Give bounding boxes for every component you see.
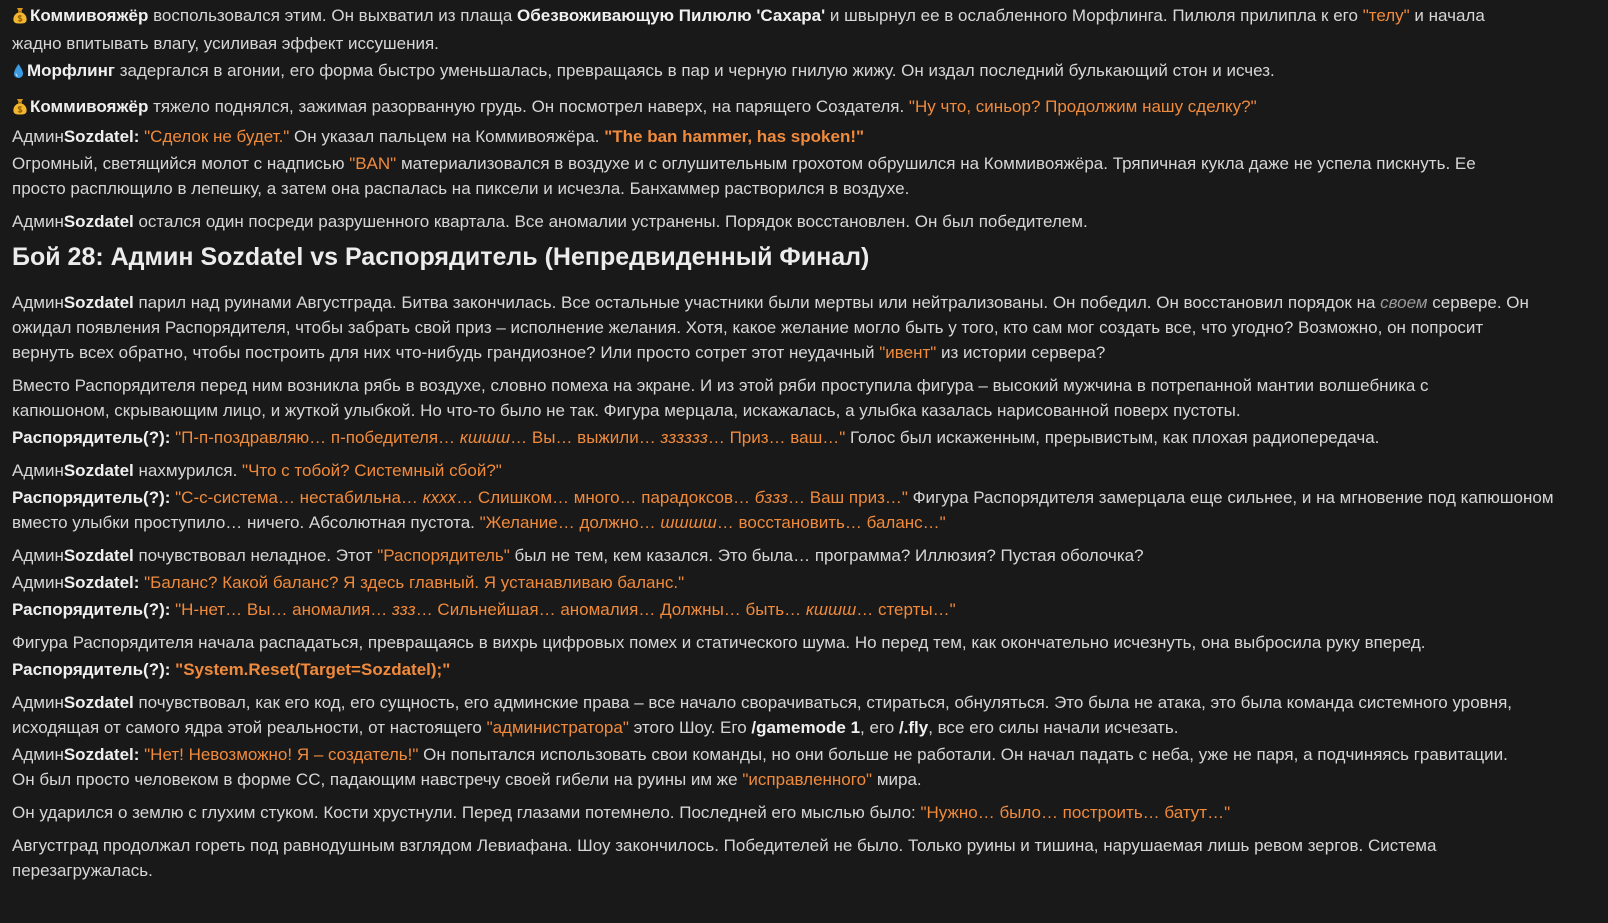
name-prefix: Админ — [12, 293, 64, 312]
character-name: Sozdatel: — [63, 745, 140, 764]
narration-text: , его — [860, 718, 899, 737]
paragraph — [12, 657, 1596, 682]
section-heading: Бой 28: Админ Sozdatel vs Распорядитель (Непредвиденный Финал) — [12, 243, 870, 271]
glitch-noise: кххх — [422, 488, 457, 507]
glitch-noise: кшшш — [459, 428, 511, 447]
paragraph — [12, 833, 1596, 883]
dialogue-quote: "Баланс? Какой баланс? Я здесь главный. Я устанавливаю баланс." — [144, 573, 685, 592]
narration-text: Фигура Распорядителя замерцала еще сильнее, и на мгновение под капюшоном — [907, 488, 1554, 507]
paragraph-group — [12, 209, 1596, 234]
money-bag-icon — [12, 97, 28, 122]
paragraph — [12, 425, 1596, 450]
character-name: Sozdatel — [63, 693, 134, 712]
narration-text: просто расплющило в лепешку, а затем она распалась на пиксели и исчезла. Банхаммер растворился в воздухе. — [12, 179, 910, 198]
money-bag-icon — [12, 6, 28, 31]
paragraph — [12, 485, 1596, 535]
character-name: Распорядитель(?): — [12, 488, 171, 507]
paragraph-group — [12, 543, 1596, 622]
narration-text: Он был просто человеком в форме СС, падающим навстречу своей гибели на руины им же — [12, 770, 743, 789]
dialogue-quote: … Вы… выжили… — [510, 428, 661, 447]
emphasis-word: своем — [1380, 293, 1428, 312]
narration-text: Голос был искаженным, прерывистым, как плохая радиопередача. — [845, 428, 1380, 447]
dialogue-quote: … восстановить… баланс…" — [716, 513, 946, 532]
narration-text: парил над руинами Августграда. Битва закончилась. Все остальные участники были мертвы или нейтрализованы. Он победил. Он восстановил порядок на — [133, 293, 1381, 312]
droplet-icon — [12, 61, 25, 86]
narration-text: Он попытался использовать свои команды, но они больше не работали. Он начал падать с неба, уже не паря, а подчиняясь гравитации. — [418, 745, 1508, 764]
narration-text: был не тем, кем казался. Это была… программа? Иллюзия? Пустая оболочка? — [509, 546, 1144, 565]
command-name: /gamemode 1 — [751, 718, 861, 737]
narration-text: воспользовался этим. Он выхватил из плаща — [148, 6, 518, 25]
narration-text: Вместо Распорядителя перед ним возникла рябь в воздухе, словно помеха на экране. И из этой ряби проступила фигура – высокий мужчина в потрепанной мантии волшебника с — [12, 376, 1429, 395]
narration-text: жадно впитывать влагу, усиливая эффект иссушения. — [12, 34, 439, 53]
dialogue-quote: "С-с-система… нестабильна… — [175, 488, 423, 507]
dialogue-quote: … Слишком… много… парадоксов… — [456, 488, 755, 507]
narration-text: перезагружалась. — [12, 861, 153, 880]
narration-text: остался один посреди разрушенного квартала. Все аномалии устранены. Порядок восстановлен. Он был победителем. — [133, 212, 1088, 231]
dialogue-quote: "Нет! Невозможно! Я – создатель!" — [144, 745, 419, 764]
paragraph — [12, 290, 1596, 365]
quoted-text: "администратора" — [486, 718, 629, 737]
dialogue-quote: "Ну что, синьор? Продолжим нашу сделку?" — [908, 97, 1257, 116]
command-name: /.fly — [898, 718, 929, 737]
narration-text: вернуть всех обратно, чтобы построить для них что-нибудь грандиозное? Или просто сотрет этот неудачный — [12, 343, 880, 362]
paragraph-group — [12, 373, 1596, 450]
paragraph-group — [12, 630, 1596, 682]
narration-text: Августград продолжал гореть под равнодушным взглядом Левиафана. Шоу закончилось. Победителей не было. Только руины и тишина, нарушаемая лишь ревом зергов. Система — [12, 836, 1437, 855]
dialogue-quote: "The ban hammer, has spoken!" — [604, 127, 865, 146]
narration-text: , все его силы начали исчезать. — [928, 718, 1179, 737]
narration-text: капюшоном, скрывающим лицо, и жуткой улыбкой. Но что-то было не так. Фигура мерцала, искажалась, а улыбка казалась нарисованной поверх пустоты. — [12, 401, 1241, 420]
dialogue-quote: "Что с тобой? Системный сбой?" — [242, 461, 502, 480]
name-prefix: Админ — [12, 745, 64, 764]
dialogue-quote: "Нужно… было… построить… батут…" — [920, 803, 1231, 822]
paragraph — [12, 570, 1596, 595]
narration-text: Огромный, светящийся молот с надписью — [12, 154, 350, 173]
glitch-noise: кшшш — [805, 600, 857, 619]
narration-text: из истории сервера? — [936, 343, 1106, 362]
character-name: Sozdatel — [63, 293, 134, 312]
dialogue-quote: … стерты…" — [856, 600, 956, 619]
paragraph — [12, 151, 1596, 201]
narration-text: сервере. Он — [1427, 293, 1529, 312]
narration-text: этого Шоу. Его — [628, 718, 752, 737]
quoted-text: "Распорядитель" — [377, 546, 510, 565]
name-prefix: Админ — [12, 693, 64, 712]
character-name: Коммивояжёр — [30, 97, 149, 116]
dialogue-quote: "Желание… должно… — [479, 513, 661, 532]
paragraph-group — [12, 833, 1596, 883]
name-prefix: Админ — [12, 212, 64, 231]
paragraph — [12, 209, 1596, 234]
name-prefix: Админ — [12, 461, 64, 480]
name-prefix: Админ — [12, 127, 64, 146]
paragraph — [12, 742, 1596, 792]
paragraph-group — [12, 458, 1596, 535]
paragraph — [12, 630, 1596, 655]
paragraph — [12, 800, 1596, 825]
quoted-text: "BAN" — [349, 154, 397, 173]
narration-text: Он ударился о землю с глухим стуком. Кости хрустнули. Перед глазами потемнело. Последней его мыслью было: — [12, 803, 921, 822]
dialogue-quote: "П-п-поздравляю… п-победителя… — [175, 428, 460, 447]
glitch-noise: ззз — [391, 600, 416, 619]
character-name: Sozdatel — [63, 212, 134, 231]
narration-text: Он указал пальцем на Коммивояжёра. — [289, 127, 605, 146]
narration-text: почувствовал неладное. Этот — [133, 546, 378, 565]
paragraph — [12, 458, 1596, 483]
narration-text: Фигура Распорядителя начала распадаться, превращаясь в вихрь цифровых помех и статического шума. Но перед тем, как окончательно исчезнуть, она выбросила руку вперед. — [12, 633, 1426, 652]
paragraph — [12, 373, 1596, 423]
narration-text: задергался в агонии, его форма быстро уменьшалась, превращаясь в пар и черную гнилую жижу. Он издал последний булькающий стон и исчез. — [114, 61, 1275, 80]
narration-text: вместо улыбки проступило… ничего. Абсолютная пустота. — [12, 513, 480, 532]
dialogue-quote: … Приз… ваш…" — [707, 428, 846, 447]
glitch-noise: бззз — [754, 488, 789, 507]
dialogue-quote: "System.Reset(Target=Sozdatel);" — [175, 660, 451, 679]
paragraph — [12, 597, 1596, 622]
character-name: Распорядитель(?): — [12, 660, 171, 679]
paragraph-group — [12, 690, 1596, 792]
paragraph-group — [12, 290, 1596, 365]
paragraph-group — [12, 94, 1596, 201]
item-name: Обезвоживающую Пилюлю 'Сахара' — [517, 6, 826, 25]
character-name: Коммивояжёр — [30, 6, 149, 25]
name-prefix: Админ — [12, 573, 64, 592]
narration-text: ожидал появления Распорядителя, чтобы забрать свой приз – исполнение желания. Хотя, какое желание могло быть у того, кто сам мог создать все, что угодно? Возможно, он попросит — [12, 318, 1484, 337]
narration-text: материализовался в воздухе и с оглушительным грохотом обрушился на Коммивояжёра. Тряпичная кукла даже не успела пискнуть. Ее — [396, 154, 1476, 173]
narration-text: почувствовал, как его код, его сущность, его админские права – все начало сворачиваться, стираться, обнуляться. Это была не атака, это была команда системного уровня, — [133, 693, 1513, 712]
name-prefix: Админ — [12, 546, 64, 565]
paragraph — [12, 58, 1596, 86]
quoted-text: "телу" — [1362, 6, 1410, 25]
narration-text: исходящая от самого ядра этой реальности, от настоящего — [12, 718, 487, 737]
paragraph-group — [12, 800, 1596, 825]
narration-text: и швырнул ее в ослабленного Морфлинга. Пилюля прилипла к его — [825, 6, 1363, 25]
paragraph-group — [12, 3, 1596, 86]
narration-text: мира. — [872, 770, 922, 789]
paragraph — [12, 94, 1596, 122]
dialogue-quote: … Сильнейшая… аномалия… Должны… быть… — [415, 600, 806, 619]
paragraph — [12, 3, 1596, 56]
character-name: Распорядитель(?): — [12, 600, 171, 619]
dialogue-quote: "Н-нет… Вы… аномалия… — [175, 600, 392, 619]
character-name: Sozdatel — [63, 461, 134, 480]
character-name: Распорядитель(?): — [12, 428, 171, 447]
narration-text: нахмурился. — [133, 461, 243, 480]
dialogue-quote: "Сделок не будет." — [144, 127, 290, 146]
character-name: Морфлинг — [27, 61, 115, 80]
narration-text: и начала — [1409, 6, 1485, 25]
paragraph — [12, 690, 1596, 740]
dialogue-quote: … Ваш приз…" — [788, 488, 908, 507]
narration-text: тяжело поднялся, зажимая разорванную грудь. Он посмотрел наверх, на парящего Создателя. — [148, 97, 909, 116]
glitch-noise: шшшш — [660, 513, 717, 532]
character-name: Sozdatel: — [63, 127, 140, 146]
character-name: Sozdatel — [63, 546, 134, 565]
quoted-text: "исправленного" — [742, 770, 873, 789]
quoted-text: "ивент" — [879, 343, 937, 362]
glitch-noise: зззззз — [660, 428, 708, 447]
paragraph — [12, 124, 1596, 149]
paragraph — [12, 543, 1596, 568]
character-name: Sozdatel: — [63, 573, 140, 592]
